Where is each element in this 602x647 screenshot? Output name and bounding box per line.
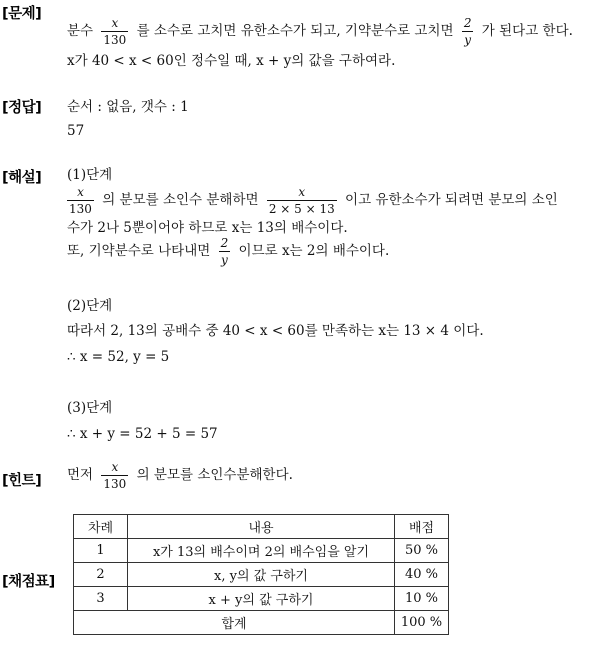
fraction-denominator: y	[462, 31, 474, 46]
hint-line	[67, 461, 293, 490]
hint-label: [힌트]	[2, 473, 42, 489]
step1-text-d: 이므로 x는 2의 배수이다.	[238, 243, 390, 259]
row-content: x, y의 값 구하기	[128, 563, 395, 587]
header-content: 내용	[128, 515, 395, 539]
fraction-denominator: 130	[103, 477, 127, 491]
grading-header-row	[74, 515, 449, 539]
problem-text-a: 분수	[67, 23, 94, 39]
hint-text-a: 먼저	[67, 467, 94, 483]
grading-row	[74, 563, 449, 587]
step1-line-1	[67, 186, 558, 215]
step2-line-2: ∴ x = 52, y = 5	[67, 349, 170, 365]
row-content: x가 13의 배수이며 2의 배수임을 알기	[128, 539, 395, 563]
row-order: 2	[74, 563, 128, 587]
solution-fraction-x-130	[67, 186, 94, 215]
fraction-numerator: x	[111, 16, 119, 30]
header-order: 차례	[74, 515, 128, 539]
solution-fraction-factorized	[267, 186, 337, 215]
row-order: 3	[74, 587, 128, 611]
fraction-denominator: 2 × 5 × 13	[268, 202, 335, 216]
problem-fraction-x-130	[101, 17, 128, 46]
fraction-numerator: 2	[463, 16, 472, 30]
fraction-numerator: 2	[220, 236, 229, 250]
answer-label: [정답]	[2, 100, 42, 116]
problem-line-1	[67, 17, 573, 46]
row-points: 40 %	[395, 563, 449, 587]
fraction-numerator: x	[298, 185, 306, 199]
total-label: 합계	[74, 611, 395, 635]
fraction-numerator: x	[111, 460, 119, 474]
step2-title: (2)단계	[67, 298, 113, 314]
problem-text-c: 가 된다고 한다.	[481, 23, 573, 39]
step2-line-1: 따라서 2, 13의 공배수 중 40 < x < 60를 만족하는 x는 13 × 4 이다.	[67, 323, 484, 339]
step1-text-a: 의 분모를 소인수 분해하면	[102, 192, 259, 208]
step1-line-2: 수가 2나 5뿐이어야 하므로 x는 13의 배수이다.	[67, 220, 348, 236]
step3-line-1: ∴ x + y = 52 + 5 = 57	[67, 426, 218, 442]
answer-meta: 순서 : 없음, 갯수 : 1	[67, 99, 189, 115]
grading-label: [채점표]	[2, 574, 55, 590]
grading-row	[74, 539, 449, 563]
header-points: 배점	[395, 515, 449, 539]
step1-line-3	[67, 237, 389, 266]
hint-text-b: 의 분모를 소인수분해한다.	[136, 467, 293, 483]
row-points: 10 %	[395, 587, 449, 611]
step3-title: (3)단계	[67, 400, 113, 416]
step1-title: (1)단계	[67, 167, 113, 183]
fraction-numerator: x	[77, 185, 84, 199]
grading-table	[73, 514, 449, 635]
fraction-denominator: y	[219, 251, 231, 266]
fraction-denominator: 130	[69, 202, 92, 216]
total-value: 100 %	[395, 611, 449, 635]
row-order: 1	[74, 539, 128, 563]
solution-label: [해설]	[2, 170, 42, 186]
problem-label: [문제]	[2, 6, 42, 22]
problem-text-b: 를 소수로 고치면 유한소수가 되고, 기약분수로 고치면	[136, 23, 454, 39]
solution-fraction-2-y	[219, 237, 231, 266]
hint-fraction-x-130	[101, 461, 128, 490]
problem-fraction-2-y	[462, 17, 474, 46]
row-points: 50 %	[395, 539, 449, 563]
step1-text-b: 이고 유한소수가 되려면 분모의 소인	[345, 192, 558, 208]
grading-row	[74, 587, 449, 611]
problem-line-2: x가 40 < x < 60인 정수일 때, x + y의 값을 구하여라.	[67, 53, 396, 69]
step1-text-c: 또, 기약분수로 나타내면	[67, 243, 211, 259]
grading-total-row	[74, 611, 449, 635]
fraction-denominator: 130	[103, 33, 127, 47]
row-content: x + y의 값 구하기	[128, 587, 395, 611]
answer-value: 57	[67, 123, 85, 139]
